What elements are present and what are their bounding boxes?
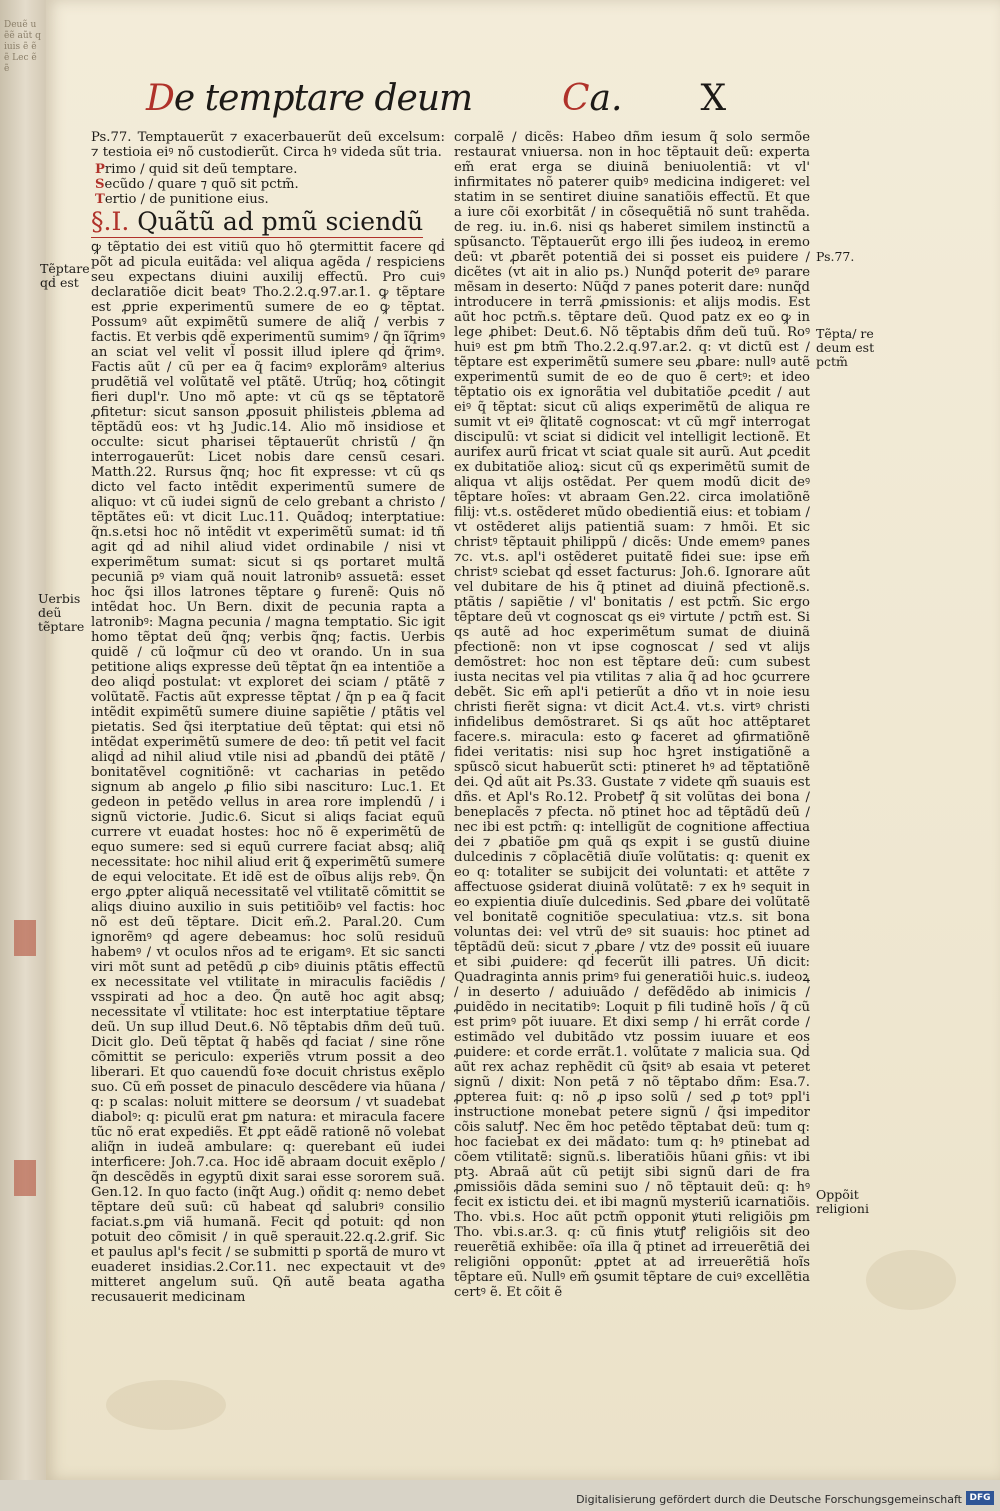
outline-item xyxy=(91,192,445,207)
outline-item xyxy=(91,177,445,192)
outline-text: ertio / de punitione eius. xyxy=(104,192,269,207)
running-head-title-text: e temptare deum xyxy=(173,78,473,119)
chapter-label: a. xyxy=(589,78,623,119)
running-head-chapter xyxy=(562,78,726,119)
rubric-initial: S xyxy=(95,177,105,192)
section-marker: §.I. xyxy=(91,207,130,236)
margin-note: Oppõit religioni xyxy=(816,1187,869,1216)
rubric-initial: D xyxy=(146,78,174,119)
outline-item xyxy=(91,162,445,177)
outline-text: rimo / quid sit deũ temptare. xyxy=(104,162,298,177)
paper-stain xyxy=(866,1250,956,1310)
intro-paragraph: Ps.77. Temptauerũt ⁊ exacerbauerũt deũ excelsum: ⁊ testioia eiꝰ nõ custodierũt. Circa hꝰ videda sũt tria. xyxy=(91,130,445,160)
rubric-initial: C xyxy=(562,78,590,119)
right-column xyxy=(454,130,810,1300)
paper-stain xyxy=(106,1380,226,1430)
gutter-bleed-text: Deuẽ u ẽẽ aũt q iuis ẽ ẽ ẽ Lec ẽ ẽ xyxy=(4,20,41,74)
body-text: corpalẽ / dicẽs: Habeo dñm iesum q̃ solo sermõe restaurat vniuersa. non in hoc tẽptauit deũ: experta em̃ erat erga se diuinã beniuolentiã: vt vl' infirmitates nõ paterer quibꝰ medicina indigeret: vel statim in se sentiret diuine sanatiõis effectũ. Et que a iure cõi exorbitãt / in cõsequẽtiã nõ sunt trahẽda. de reg. iu. in.6. nisi qs haberet similem instinctũ a spũsancto. Tẽptauerũt ergo illi p̃es iudeoꝝ in eremo deũ: vt ꝓbarẽt potentiã dei si posset eis puidere / dicẽtes (vt ait in alio ps.) Nunq̃d poterit deꝰ parare mẽsam in deserto: Nũq̃d ⁊ panes poterit dare: nunq̃d introducere in terrã ꝓmissionis: et alijs modis. Est aũt hoc pctm̃.s. tẽptare deũ. Quod patz ex eo ꝙ in lege ꝓhibet: Deut.6. Nõ tẽptabis dñm deũ tuũ. Roꝰ huiꝰ est ꝑm btm̃ Tho.2.2.q.97.ar.2. q: vt dictũ est / tẽptare est experimẽtũ sumere seu ꝓbare: nullꝰ autẽ experimentũ sumit de eo de quo ẽ certꝰ: et ideo tẽptatio ois ex ignorãtia vel dubitatiõe ꝓcedit / aut eiꝰ q̃ tẽptat: sicut cũ aliqs experimẽtũ de aliqua re sumit vt eiꝰ q̃litatẽ cognoscat: vt cũ mgr̃ interrogat discipulũ: vt sciat si didicit vel intelligit lectionẽ. Et aurifex aurũ fricat vt sciat quale sit aurũ. Aut ꝓcedit ex dubitatiõe alioꝝ: sicut cũ qs experimẽtũ sumit de aliqua vt alijs ostẽdat. Per quem modũ dicit deꝰ tẽptare hoĩes: vt abraam Gen.22. circa imolatiõnẽ filij: vt.s. ostẽderet mũdo obedientiã eius: et tobiam / vt ostẽderet alijs patientiã suam: ⁊ hmõi. Et sic christꝰ tẽptauit philippũ / dicẽs: Unde ememꝰ panes ⁊c. vt.s. apl'i ostẽderet puitatẽ fidei sue: ipse em̃ christꝰ sciebat qḋ esset facturus: Joh.6. Ignorare aũt vel dubitare de his q̃ ptinet ad diuinã pfectionẽ.s. ptãtis / sapiẽtie / vl' bonitatis / est pctm̃. Sic ergo tẽptare deũ vt cognoscat qs eiꝰ virtute / pctm̃ est. Si qs autẽ ad hoc experimẽtum sumat de diuinã pfectionẽ: non vt ipse cognoscat / sed vt alijs demõstret: hoc non est tẽptare deũ: cum subest iusta necitas vel pia vtilitas ⁊ alia q̃ ad hoc ꝯcurrere debẽt. Sic em̃ apl'i petierũt a dño vt in noie iesu christi fierẽt signa: vt dicit Act.4. vt.s. virtꝰ christi infidelibus demõstraret. Si qs aũt hoc attẽptaret facere.s. miracula: esto ꝙ faceret ad ꝯfirmatiõnẽ fidei veritatis: nisi sup hoc hꝫret instigatiõnẽ a spũscõ sicut habuerũt scti: ptineret hꝰ ad tẽptatiõnẽ dei. Qḋ aũt ait Ps.33. Gustate ⁊ videte qm̃ suauis est dñs. et Apl's Ro.12. Probetꝭ q̃ sit volũtas dei bona / beneplacẽs ⁊ pfecta. nõ ptinet hoc ad tẽptãdũ deũ / nec ibi est pctm̃: q: intelligũt de cognitione affectiua dei ⁊ ꝓbatiõe ꝑm quã qs expit i se gustũ diuine dulcedinis ⁊ cõplacẽtiã diuĩe volũtatis: q: quenit ex eo q: totaliter se subijcit dei voluntati: et attẽte ⁊ affectuose ꝯsiderat diuinã volũtatẽ: ⁊ ex hꝰ sequit in eo expientia diuĩe dulcedinis. Sed ꝓbare dei volũtatẽ vel bonitatẽ cognitiõe speculatiua: vtz.s. sit bona voluntas dei: vel vtrũ deꝰ sit suauis: hoc ptinet ad tẽptãdũ deũ: sicut ⁊ ꝓbare / vtz deꝰ possit eũ iuuare et sibi ꝓuidere: qḋ fecerũt illi patres. Un̄ dicit: Quadraginta annis primꝰ fui generatiõi huic.s. iudeoꝝ / in deserto / aduiuãdo / defẽdẽdo ab inimicis / ꝓuidẽdo in necitatibꝰ: Loquit p fili tudinẽ hoĩs / q̃ cũ est primꝰ põt iuuare. Et dixi semp / hi errãt corde / estimãdo vel dubitãdo vtz possim iuuare et eos ꝓuidere: et corde errãt.1. volũtate ⁊ malicia sua. Qḋ aũt rex achaz rephẽdit cũ q̃sitꝰ ab esaia vt peteret signũ / dixit: Non petã ⁊ nõ tẽptabo dñm: Esa.7. ꝓpterea fuit: q: nõ ꝓ ipso solũ / sed ꝓ totꝰ ppl'i instructione monebat petere signũ / q̃si impeditor cõis salutꝭ. Nec ẽm hoc petẽdo tẽptabat deũ: tum q: hoc faciebat ex dei mãdato: tum q: hꝰ ptinebat ad cõem vtilitatẽ: signũ.s. liberatiõis hũani gñis: vt ibi ptꝫ. Abraã aũt cũ petijt sibi signũ dari de fra ꝓmissiõis dãda semini suo / nõ tẽptauit deũ: q: hꝰ fecit ex istictu dei. et ibi magnũ mysteriũ icarnatiõis. Tho. vbi.s. Hoc aũt pctm̃ opponit ꝟtuti religiõis ꝑm Tho. vbi.s.ar.3. q: cũ finis ꝟtutꝭ religiõis sit deo reuerẽtiã exhibẽe: oĩa illa q̃ ptinet ad irreuerẽtiã dei religiõni opponũt: ꝓptet at ad irreuerẽtiã hoĩs tẽptare eũ. Nullꝰ em̃ ꝯsumit tẽptare de cuiꝰ excellẽtia certꝰ ẽ. Et cõit ẽ xyxy=(454,130,810,1300)
section-heading xyxy=(91,207,423,238)
body-text: ꝙ tẽptatio dei est vitiũ quo hõ ꝯtermittit facere qḋ põt ad picula euitãda: vel aliqua agẽda / respiciens seu expectans diuini auxilij effectũ. Pro cuiꝰ declaratiõe dicit beatꝰ Tho.2.2.q.97.ar.1. ꝙ tẽptare est ꝓprie experimentũ sumere de eo ꝙ tẽptat. Possumꝰ aũt expimẽtũ sumere de aliq̃ / verbis ⁊ factis. Et verbis qḋẽ experimentũ sumimꝰ / q̃n ĩq̃rimꝰ an sciat vel velit vl̃ possit illud iplere qḋ q̃rimꝰ. Factis aũt / cũ per ea q̃ facimꝰ explorãmꝰ alterius prudẽtiã vel volũtatẽ vel ptãtẽ. Utrũq; hoꝝ cõtingit fieri dupl'r. Uno mõ apte: vt cũ qs se tẽptatorẽ ꝓfitetur: sicut sanson ꝓposuit philisteis ꝓblema ad tẽptãdũ eos: vt hꝫ Judic.14. Alio mõ insidiose et occulte: sicut pharisei tẽptauerũt christũ / q̃n interrogauerũt: Licet nobis dare censũ cesari. Matth.22. Rursus q̃nq; hoc fit expresse: vt cũ qs dicto vel facto intẽdit experimentũ sumere de aliquo: vt cũ iudei signũ de celo grebant a christo / tẽptãtes eũ: vt dicit Luc.11. Quãdoq; interptatiue: q̃n.s.etsi hoc nõ intẽdit vt experimẽtũ sumat: id tñ agit qḋ ad nihil aliud videt ordinabile / nisi vt experimẽtum sumat: sicut si qs portaret multã pecuniã pꝰ viam quã nouit latronibꝰ assuetã: esset hoc q̃si illos latrones tẽptare ꝯ furenẽ: Quis nõ intẽdat hoc. Un Bern. dixit de pecunia rapta a latronibꝰ: Magna pecunia / magna temptatio. Sic igit homo tẽptat deũ q̃nq; verbis q̃nq; factis. Uerbis quidẽ / cũ loq̃mur cũ deo vt orando. Un in sua petitione aliqs expresse deũ tẽptat q̃n ea intentiõe a deo aliqḋ postulat: vt exploret dei sciam / ptãtẽ ⁊ volũtatẽ. Factis aũt expresse tẽptat / q̃n p ea q̃ facit intẽdit expimẽtũ sumere diuine sapiẽtie / ptãtis vel pietatis. Sed q̃si iterptatiue deũ tẽptat: qui etsi nõ intẽdat experimẽtũ sumere de deo: tñ petit vel facit aliqḋ ad nihil aliud vtile nisi ad ꝓbandũ dei ptãtẽ / bonitatẽvel cognitiõnẽ: vt cacharias in petẽdo signum ab angelo ꝓ filio sibi nascituro: Luc.1. Et gedeon in petẽdo vellus in area rore implendũ / i signũ victorie. Judic.6. Sicut si aliqs faciat equũ currere vt euadat hostes: hoc nõ ẽ experimẽtũ de equo sumere: sed si equũ currere faciat absq; aliq̃ necessitate: hoc nihil aliud erit ꝗ̃ experimẽtũ sumere de equi velocitate. Et idẽ est de oĩbus alijs rebꝰ. Q̃n ergo ꝓpter aliquã necessitatẽ vel vtilitatẽ cõmittit se aliqs diuino auxilio in suis petitiõibꝰ vel factis: hoc nõ est deũ tẽptare. Dicit em̃.2. Paral.20. Cum ignorẽmꝰ qḋ agere debeamus: hoc solũ residuũ habemꝰ / vt oculos nr̃os ad te erigamꝰ. Et sic sancti viri mõt sunt ad petẽdũ ꝓ cibꝰ diuinis ptãtis effectũ ex necessitate vel vtilitate in miraculis faciẽdis / vsspirati ad hoc a deo. Q̃n autẽ hoc agit absq; necessitate vl̃ vtilitate: hoc est interptatiue tẽptare deũ. Un sup illud Deut.6. Nõ tẽptabis dñm deũ tuũ. Dicit glo. Deũ tẽptat q̃ habẽs qḋ faciat / sine rõne cõmittit se periculo: experiẽs vtrum possit a deo liberari. Et quo cauendũ foꝛe docuit christus exẽplo suo. Cũ em̃ posset de pinaculo descẽdere via hũana / q: p scalas: noluit mittere se deorsum / vt suadebat diabolꝰ: q: piculũ erat ꝑm natura: et miracula facere tũc nõ erat expediẽs. Et ꝓpt eãdẽ rationẽ nõ volebat aliq̃n in iudeã ambulare: q: querebant eũ iudei interficere: Joh.7.ca. Hoc idẽ abraam docuit exẽplo / q̃n descẽdẽs in egyptũ dixit sarai esse sororem suã. Gen.12. In quo facto (inq̃t Aug.) oñdit q: nemo debet tẽptare deũ suũ: cũ habeat qḋ salubriꝰ consilio faciat.s.ꝑm viã humanã. Fecit qḋ potuit: qḋ non potuit deo cõmisit / in quẽ sperauit.22.q.2.grif. Sic et paulus apl's fecit / se submitti p sportã de muro vt euaderet insidias.2.Cor.11. nec expectauit vt deꝰ mitteret angelum suũ. Qñ autẽ beata agatha recusauerit medicinam xyxy=(91,240,445,1305)
gutter-rubric-mark xyxy=(14,920,36,956)
rubric-initial: P xyxy=(95,162,105,177)
margin-note: Tẽptare qḋ est xyxy=(40,261,90,290)
outline-text: ecũdo / quare ⁊ quõ sit pctm̃. xyxy=(104,177,299,192)
rubric-initial: T xyxy=(95,192,105,207)
gutter-rubric-mark xyxy=(14,1160,36,1196)
margin-note: Tẽpta/ re deum est pctm̃ xyxy=(816,326,875,369)
running-head xyxy=(146,78,766,128)
book-page xyxy=(38,0,1000,1480)
dfg-logo-icon: DFG xyxy=(966,1491,994,1505)
section-title: Quãtũ ad pmũ sciendũ xyxy=(137,207,424,236)
chapter-number: X xyxy=(700,78,727,119)
margin-note: Uerbis deũ tẽptare xyxy=(38,591,85,634)
running-head-title xyxy=(146,78,472,119)
left-column xyxy=(91,130,445,1305)
margin-note: Ps.77. xyxy=(816,249,855,264)
book-gutter xyxy=(0,0,47,1480)
footer-credit: Digitalisierung gefördert durch die Deutsche Forschungsgemeinschaft xyxy=(576,1493,962,1506)
